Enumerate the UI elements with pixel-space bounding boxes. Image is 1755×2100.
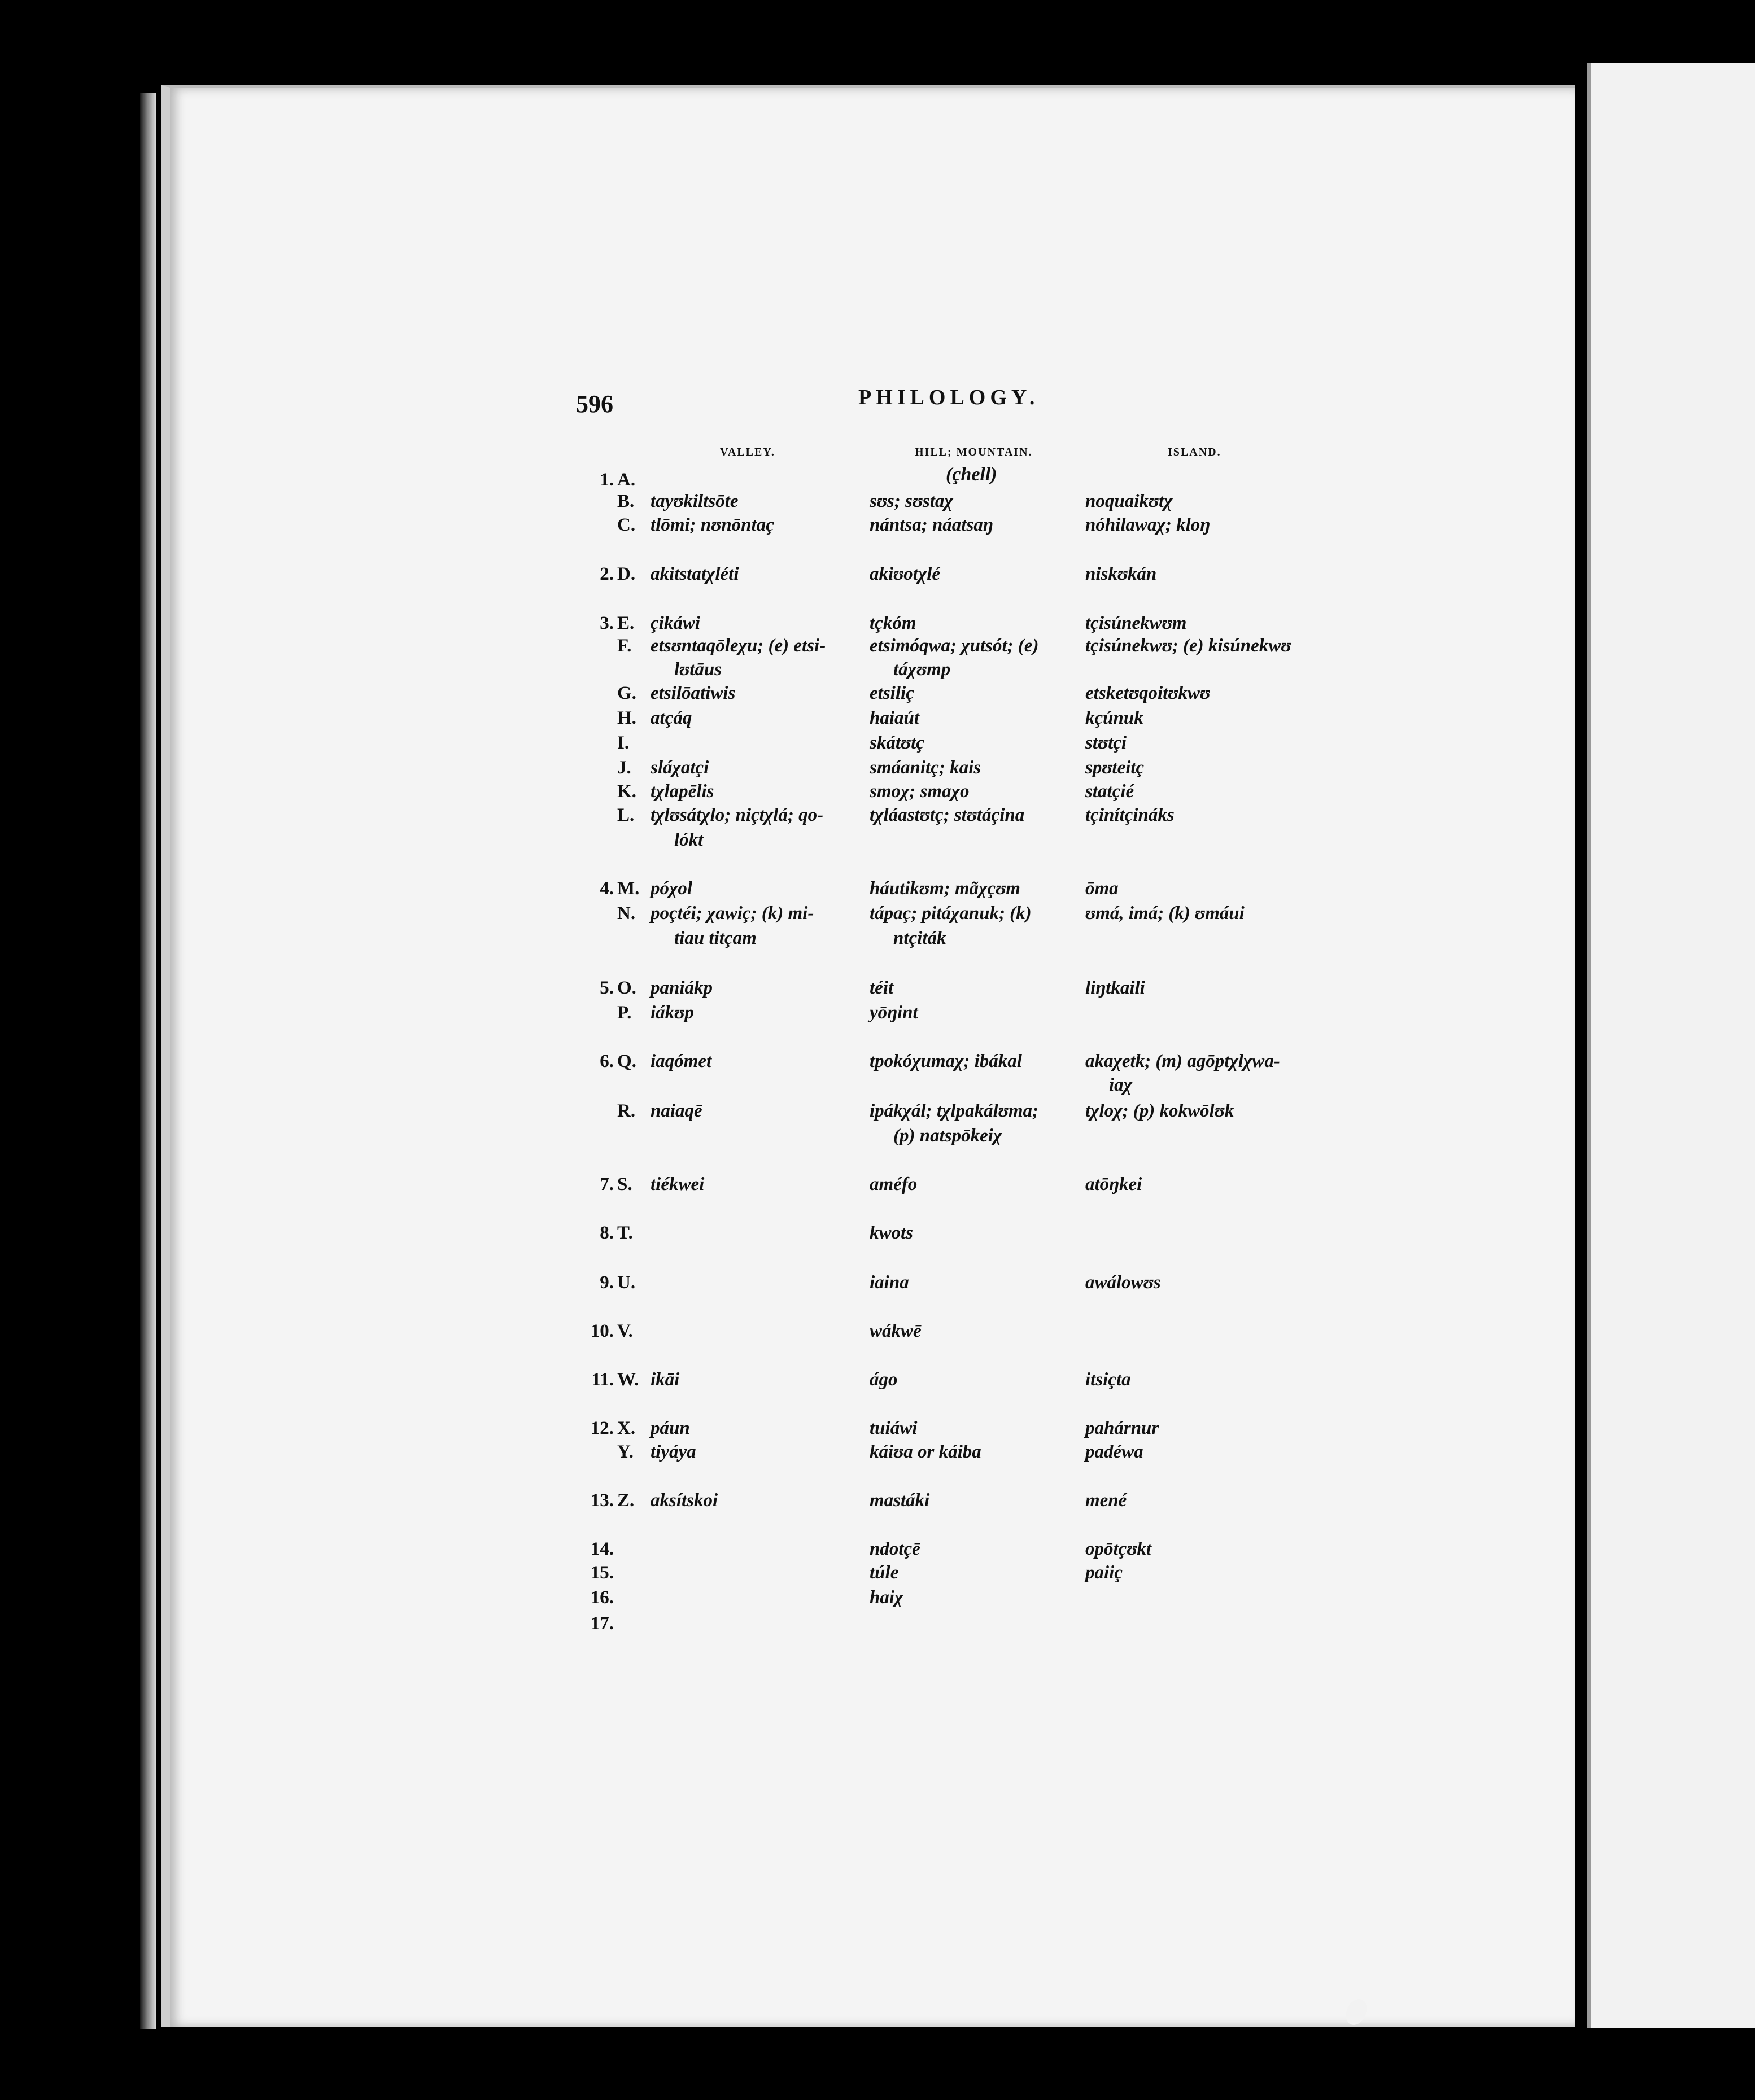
hill-cell: haiχ <box>870 1587 903 1608</box>
table-row <box>0 1611 1355 1638</box>
table-row <box>0 1270 1355 1297</box>
hill-cell: haiaút <box>870 708 920 728</box>
valley-cell: páun <box>651 1418 690 1438</box>
row-number: 1. <box>600 470 614 490</box>
running-head: PHILOLOGY. <box>858 386 1040 409</box>
hill-note: (çhell) <box>946 464 997 485</box>
table-row <box>0 901 1355 928</box>
row-letter: U. <box>617 1272 636 1293</box>
table-row <box>0 1560 1355 1587</box>
row-letter: D. <box>617 564 636 584</box>
page-number: 596 <box>576 390 613 418</box>
row-number: 11. <box>591 1370 614 1390</box>
island-cell: stʊtçi <box>1085 733 1127 753</box>
table-row <box>0 1220 1355 1248</box>
island-cell: kçúnuk <box>1085 708 1143 728</box>
row-letter: J. <box>617 758 631 778</box>
island-cell: opōtçʊkt <box>1085 1539 1152 1559</box>
island-cell: spʊteitç <box>1085 758 1145 778</box>
row-number: 10. <box>590 1321 614 1341</box>
row-number: 6. <box>600 1051 614 1071</box>
hill-cell: etsiliç <box>870 683 914 703</box>
island-cell: padéwa <box>1085 1442 1143 1462</box>
hill-cell: ntçiták <box>893 928 946 948</box>
hill-cell: (p) natspōkeiχ <box>893 1126 1002 1146</box>
hill-cell: sʊs; sʊstaχ <box>870 491 953 511</box>
row-letter: A. <box>617 470 636 490</box>
table-row <box>0 489 1355 516</box>
hill-cell: túle <box>870 1563 899 1583</box>
row-number: 12. <box>590 1418 614 1438</box>
row-letter: E. <box>617 613 635 633</box>
row-letter: T. <box>617 1223 633 1243</box>
table-row <box>0 1049 1355 1076</box>
hill-cell: nántsa; náatsaŋ <box>870 515 993 535</box>
hill-cell: mastáki <box>870 1490 930 1511</box>
row-letter: W. <box>617 1370 639 1390</box>
row-letter: P. <box>617 1003 632 1023</box>
valley-cell: tiékwei <box>651 1174 705 1195</box>
hill-cell: tápaç; pitáχanuk; (k) <box>870 903 1032 924</box>
row-number: 8. <box>600 1223 614 1243</box>
island-cell: noquaikʊtχ <box>1085 491 1173 511</box>
row-letter: Q. <box>617 1051 636 1071</box>
valley-cell: lʊtāus <box>674 659 722 680</box>
table-row <box>0 513 1355 540</box>
hill-cell: iaina <box>870 1272 909 1293</box>
table-row <box>0 681 1355 708</box>
row-number: 16. <box>590 1587 614 1608</box>
row-number: 13. <box>590 1490 614 1511</box>
row-letter: L. <box>617 805 635 825</box>
valley-cell: atçáq <box>651 708 692 728</box>
row-letter: O. <box>617 978 636 998</box>
valley-cell: tχlʊsátχlo; niçtχlá; qo- <box>651 805 824 825</box>
row-number: 9. <box>600 1272 614 1293</box>
valley-cell: iaqómet <box>651 1051 712 1071</box>
hill-cell: tçkóm <box>870 613 916 633</box>
valley-cell: sláχatçi <box>651 758 709 778</box>
table-row <box>0 1537 1355 1564</box>
island-cell: awálowʊs <box>1085 1272 1161 1293</box>
island-cell: itsiçta <box>1085 1370 1131 1390</box>
table-row <box>0 730 1355 758</box>
island-cell: akaχetk; (m) agōptχlχwa- <box>1085 1051 1280 1071</box>
hill-cell: téit <box>870 978 894 998</box>
hill-cell: smoχ; smaχo <box>870 781 970 802</box>
row-letter: Z. <box>617 1490 635 1511</box>
valley-cell: çikáwi <box>651 613 700 633</box>
hill-cell: améfo <box>870 1174 918 1195</box>
row-number: 4. <box>600 878 614 899</box>
row-number: 3. <box>600 613 614 633</box>
hill-cell: ágo <box>870 1370 898 1390</box>
row-letter: R. <box>617 1101 636 1121</box>
island-cell: tçinítçináks <box>1085 805 1175 825</box>
row-number: 14. <box>590 1539 614 1559</box>
table-row <box>0 1123 1355 1150</box>
row-number: 7. <box>600 1174 614 1195</box>
row-letter: M. <box>617 878 640 899</box>
hill-cell: táχʊmp <box>893 659 951 680</box>
island-cell: ōma <box>1085 878 1119 899</box>
island-cell: niskʊkán <box>1085 564 1157 584</box>
table-row <box>0 755 1355 782</box>
valley-cell: ikāi <box>651 1370 680 1390</box>
table-row <box>0 1416 1355 1443</box>
row-number: 17. <box>590 1613 614 1634</box>
table-row <box>0 1488 1355 1515</box>
row-letter: N. <box>617 903 636 924</box>
hill-cell: tuiáwi <box>870 1418 918 1438</box>
hill-cell: smáanitç; kais <box>870 758 981 778</box>
table-row <box>0 562 1355 589</box>
row-letter: B. <box>617 491 635 511</box>
island-cell: liŋtkaili <box>1085 978 1145 998</box>
island-cell: mené <box>1085 1490 1127 1511</box>
table-row <box>0 1440 1355 1467</box>
island-cell: statçié <box>1085 781 1134 802</box>
table-row <box>0 657 1355 684</box>
island-cell: pahárnur <box>1085 1418 1159 1438</box>
island-cell: iaχ <box>1109 1075 1133 1095</box>
row-letter: X. <box>617 1418 636 1438</box>
table-row <box>0 828 1355 855</box>
row-number: 5. <box>600 978 614 998</box>
row-letter: V. <box>617 1321 633 1341</box>
column-header-valley: VALLEY. <box>720 446 775 458</box>
row-letter: G. <box>617 683 636 703</box>
column-header-island: ISLAND. <box>1168 446 1221 458</box>
island-cell: tχloχ; (p) kokwōlʊk <box>1085 1101 1234 1121</box>
valley-cell: póχol <box>651 878 693 899</box>
valley-cell: akitstatχléti <box>651 564 739 584</box>
row-number: 2. <box>600 564 614 584</box>
hill-cell: wákwē <box>870 1321 922 1341</box>
table-row <box>0 633 1355 660</box>
hill-cell: akiʊotχlé <box>870 564 941 584</box>
row-letter: S. <box>617 1174 632 1195</box>
hill-cell: ipákχál; tχlpakálʊma; <box>870 1101 1038 1121</box>
row-letter: H. <box>617 708 636 728</box>
table-row <box>0 926 1355 953</box>
valley-cell: tayʊkiltsōte <box>651 491 739 511</box>
table-row <box>0 1099 1355 1126</box>
table-row <box>0 1172 1355 1199</box>
island-cell: tçisúnekwʊm <box>1085 613 1187 633</box>
hill-cell: káiʊa or káiba <box>870 1442 981 1462</box>
island-cell: ʊmá, imá; (k) ʊmáui <box>1085 903 1245 924</box>
table-row <box>0 1585 1355 1612</box>
hill-cell: etsimóqwa; χutsót; (e) <box>870 636 1039 656</box>
island-cell: atōŋkei <box>1085 1174 1142 1195</box>
hill-cell: yōŋint <box>870 1003 918 1023</box>
hill-cell: tχláastʊtç; stʊtáçina <box>870 805 1025 825</box>
valley-cell: iákʊp <box>651 1003 694 1023</box>
valley-cell: naiaqē <box>651 1101 702 1121</box>
island-cell: tçisúnekwʊ; (e) kisúnekwʊ <box>1085 636 1291 656</box>
row-letter: Y. <box>617 1442 634 1462</box>
island-cell: paiiç <box>1085 1563 1123 1583</box>
table-row <box>0 1073 1355 1100</box>
valley-cell: tiau titçam <box>674 928 757 948</box>
valley-cell: paniákp <box>651 978 713 998</box>
island-cell: nóhilawaχ; kloŋ <box>1085 515 1211 535</box>
hill-cell: tpokóχumaχ; ibákal <box>870 1051 1022 1071</box>
hill-cell: skátʊtç <box>870 733 924 753</box>
valley-cell: tχlapēlis <box>651 781 714 802</box>
hill-cell: kwots <box>870 1223 914 1243</box>
valley-cell: lókt <box>674 830 704 850</box>
hill-cell: ndotçē <box>870 1539 920 1559</box>
row-letter: I. <box>617 733 630 753</box>
table-row <box>0 706 1355 733</box>
table-row <box>0 975 1355 1003</box>
valley-cell: poçtéi; χawiç; (k) mi- <box>651 903 814 924</box>
row-letter: F. <box>617 636 632 656</box>
hill-cell: háutikʊm; mãχçʊm <box>870 878 1020 899</box>
table-row <box>0 1367 1355 1394</box>
row-letter: K. <box>617 781 636 802</box>
row-letter: C. <box>617 515 636 535</box>
valley-cell: tiyáya <box>651 1442 696 1462</box>
valley-cell: etsilōatiwis <box>651 683 736 703</box>
valley-cell: tlōmi; nʊnōntaç <box>651 515 774 535</box>
table-row <box>0 1000 1355 1027</box>
column-header-hill: HILL; MOUNTAIN. <box>915 446 1033 458</box>
valley-cell: etsʊntaqōleχu; (e) etsi- <box>651 636 826 656</box>
table-row <box>0 803 1355 830</box>
valley-cell: aksítskoi <box>651 1490 718 1511</box>
row-number: 15. <box>590 1563 614 1583</box>
table-row <box>0 876 1355 903</box>
island-cell: etsketʊqoitʊkwʊ <box>1085 683 1211 703</box>
table-row <box>0 779 1355 806</box>
table-row <box>0 1319 1355 1346</box>
adjacent-page <box>1587 63 1755 2028</box>
